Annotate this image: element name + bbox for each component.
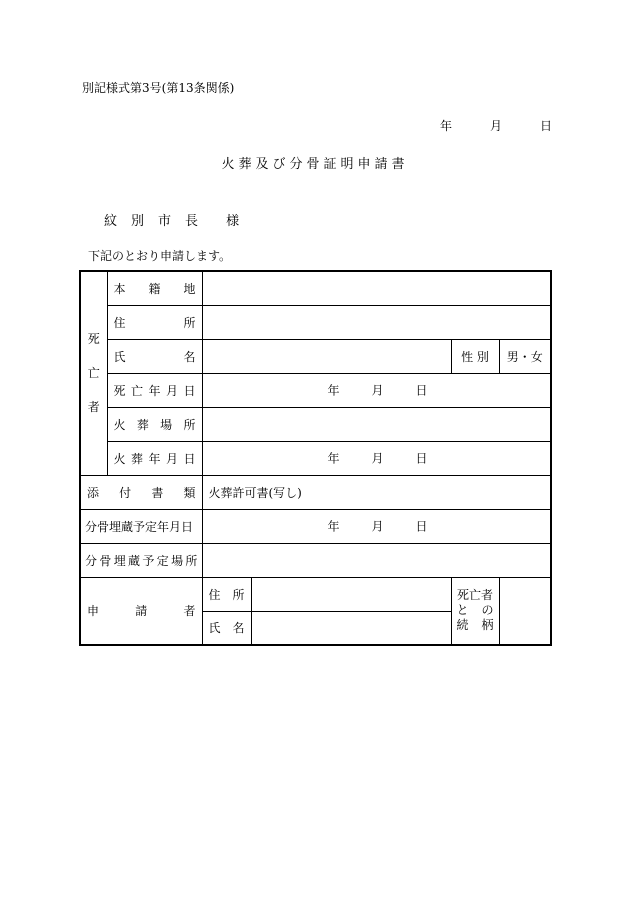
document-title: 火葬及び分骨証明申請書 <box>221 157 409 172</box>
name-field[interactable] <box>202 339 451 373</box>
cremation-place-field[interactable] <box>202 407 551 441</box>
honseki-field[interactable] <box>202 271 551 305</box>
applicant-address-label: 住 所 <box>202 577 251 611</box>
month-label: 月 <box>489 119 502 133</box>
address-label: 住 所 <box>107 305 202 339</box>
burial-date-field[interactable]: 年 月 日 <box>202 509 551 543</box>
applicant-name-field[interactable] <box>251 611 451 645</box>
name-label: 氏 名 <box>107 339 202 373</box>
application-form-table <box>79 270 552 646</box>
intro-text: 下記のとおり申請します。 <box>88 249 232 263</box>
relation-field[interactable] <box>499 577 551 645</box>
burial-place-field[interactable] <box>202 543 551 577</box>
deceased-group-label: 死 亡 者 <box>80 271 107 475</box>
burial-place-label: 分 骨 埋 蔵 予 定 場 所 <box>80 543 202 577</box>
address-field[interactable] <box>202 305 551 339</box>
form-reference: 別記様式第3号(第13条関係) <box>82 81 235 95</box>
cremation-date-label: 火 葬 年 月 日 <box>107 441 202 475</box>
death-date-field[interactable]: 年 月 日 <box>202 373 551 407</box>
year-label: 年 <box>440 119 453 133</box>
attachments-label: 添 付 書 類 <box>80 475 202 509</box>
sex-label: 性 別 <box>451 339 499 373</box>
honseki-label: 本 籍 地 <box>107 271 202 305</box>
sex-value[interactable]: 男・女 <box>499 339 551 373</box>
death-date-label: 死 亡 年 月 日 <box>107 373 202 407</box>
submission-date <box>440 117 552 134</box>
cremation-place-label: 火 葬 場 所 <box>107 407 202 441</box>
addressee: 紋 別 市 長 様 <box>104 214 240 229</box>
burial-date-label: 分骨埋蔵予定年月日 <box>80 509 202 543</box>
applicant-address-field[interactable] <box>251 577 451 611</box>
attachments-value: 火葬許可書(写し) <box>202 475 551 509</box>
relation-label: 死亡者 と の 続 柄 <box>451 577 499 645</box>
applicant-label: 申 請 者 <box>80 577 202 645</box>
day-label: 日 <box>539 119 552 133</box>
cremation-date-field[interactable]: 年 月 日 <box>202 441 551 475</box>
applicant-name-label: 氏 名 <box>202 611 251 645</box>
